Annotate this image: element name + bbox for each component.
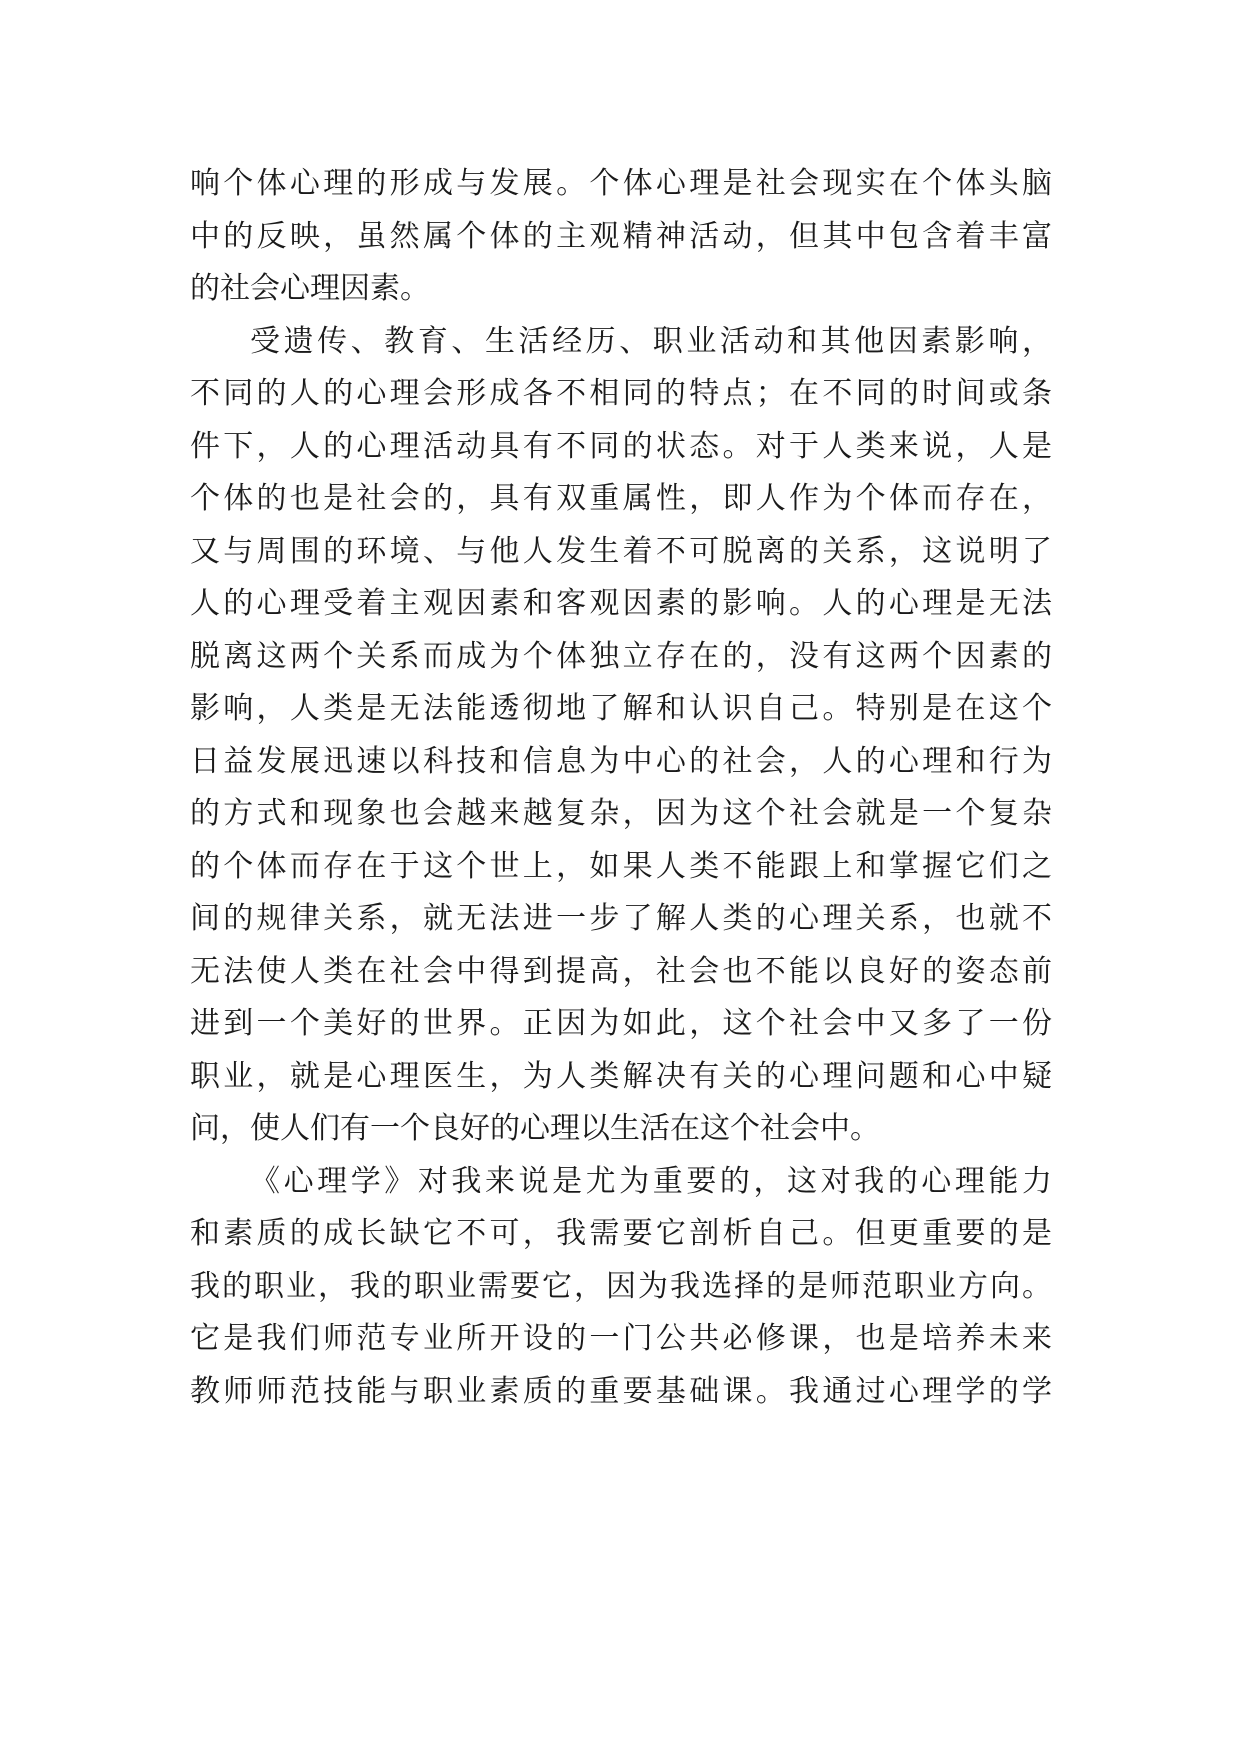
text-line: 的社会心理因素。 (190, 271, 430, 306)
text-line: 个体的也是社会的，具有双重属性，即人作为个体而存在， (190, 481, 1052, 516)
text-line: 间的规律关系，就无法进一步了解人类的心理关系，也就不 (190, 901, 1052, 936)
document-page (190, 158, 1052, 1418)
paragraph-1 (190, 158, 1052, 316)
text-line: 它是我们师范专业所开设的一门公共必修课，也是培养未来 (190, 1321, 1052, 1356)
text-line: 职业，就是心理医生，为人类解决有关的心理问题和心中疑 (190, 1058, 1052, 1094)
text-line: 无法使人类在社会中得到提高，社会也不能以良好的姿态前 (190, 953, 1052, 989)
text-line: 影响，人类是无法能透彻地了解和认识自己。特别是在这个 (190, 691, 1052, 726)
text-line: 和素质的成长缺它不可，我需要它剖析自己。但更重要的是 (190, 1216, 1052, 1251)
text-line: 不同的人的心理会形成各不相同的特点；在不同的时间或条 (190, 376, 1052, 411)
text-line: 件下，人的心理活动具有不同的状态。对于人类来说，人是 (190, 428, 1052, 464)
text-line: 中的反映，虽然属个体的主观精神活动，但其中包含着丰富 (190, 218, 1052, 254)
text-line: 的方式和现象也会越来越复杂，因为这个社会就是一个复杂 (190, 796, 1052, 831)
text-line: 响个体心理的形成与发展。个体心理是社会现实在个体头脑 (190, 166, 1052, 201)
text-line: 进到一个美好的世界。正因为如此，这个社会中又多了一份 (190, 1006, 1052, 1041)
text-line: 问，使人们有一个良好的心理以生活在这个社会中。 (190, 1111, 880, 1146)
text-line: 日益发展迅速以科技和信息为中心的社会，人的心理和行为 (190, 743, 1052, 779)
text-line: 教师师范技能与职业素质的重要基础课。我通过心理学的学 (190, 1373, 1052, 1409)
text-line: 受遗传、教育、生活经历、职业活动和其他因素影响， (250, 323, 1052, 359)
text-line: 《心理学》对我来说是尤为重要的，这对我的心理能力 (250, 1163, 1052, 1199)
text-line: 人的心理受着主观因素和客观因素的影响。人的心理是无法 (190, 586, 1052, 621)
text-line: 又与周围的环境、与他人发生着不可脱离的关系，这说明了 (190, 533, 1052, 569)
text-line: 我的职业，我的职业需要它，因为我选择的是师范职业方向。 (190, 1268, 1052, 1304)
text-line: 的个体而存在于这个世上，如果人类不能跟上和掌握它们之 (190, 848, 1052, 884)
text-line: 脱离这两个关系而成为个体独立存在的，没有这两个因素的 (190, 638, 1052, 674)
paragraph-2 (190, 316, 1052, 1156)
paragraph-3 (190, 1156, 1052, 1419)
